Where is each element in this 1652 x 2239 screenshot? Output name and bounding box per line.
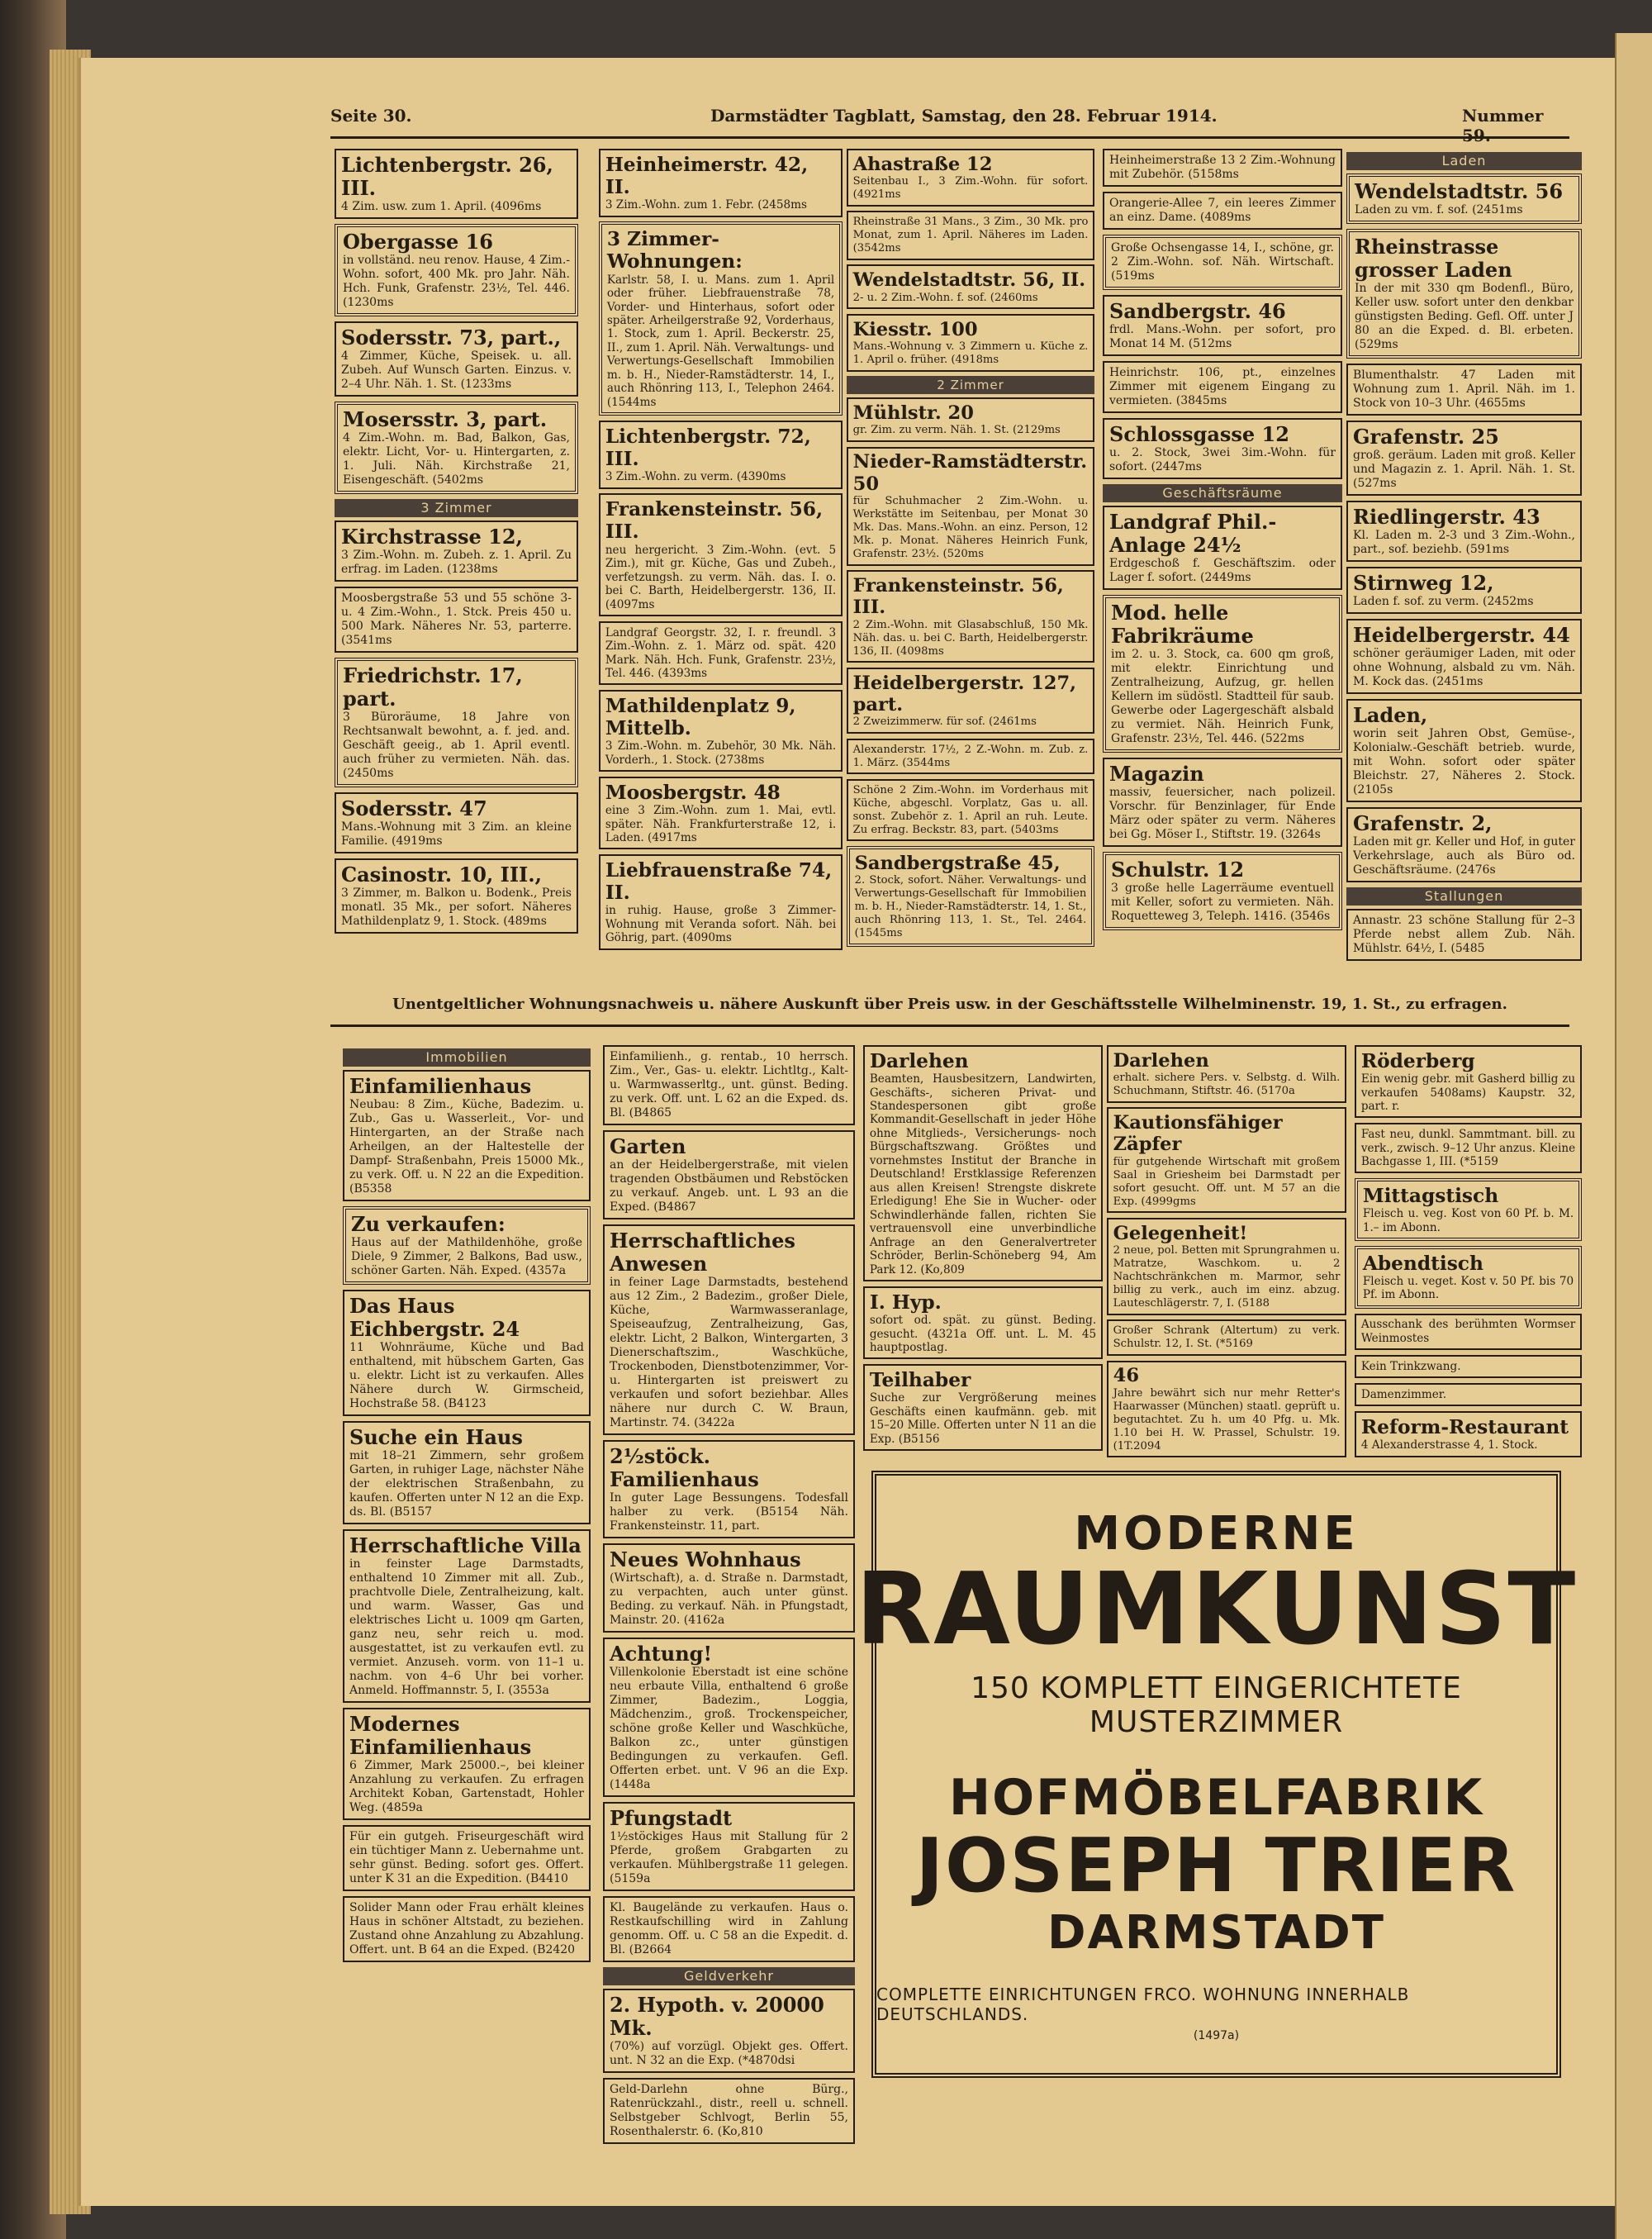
ad-heading: Sandbergstr. 46: [1109, 299, 1286, 323]
ad-text: Einfamilienh., g. rentab., 10 herrsch. Zim., Ver., Gas- u. elektr. Lichtltg., Kalt- u. Warmwasserltg., unt. günst. Beding. zu verk. Off. unt. L 62 an die Exped. ds. Bl. (B4865: [610, 1050, 848, 1120]
ad-heading: Reform-Restaurant: [1360, 1416, 1569, 1439]
ad-text: groß. geräum. Laden mit groß. Keller und Magazin z. 1. April. Näh. 1. St. (527ms: [1353, 449, 1575, 490]
classified-ad: [1355, 1045, 1582, 1118]
classified-ad: [603, 1802, 855, 1891]
ad-heading: Friedrichstr. 17, part.: [343, 663, 523, 711]
classified-ad: [1346, 807, 1582, 882]
section-rule: [330, 1024, 1569, 1027]
classified-ad: [1103, 418, 1342, 479]
ad-heading: Heinheimerstr. 42, II.: [605, 153, 809, 199]
classified-ad: [1355, 1355, 1582, 1378]
classified-ad: [863, 1045, 1103, 1281]
classified-ad: [335, 521, 578, 582]
ad-text: 4 Alexanderstrasse 4, 1. Stock.: [1360, 1438, 1538, 1452]
issue-number: Nummer 59.: [1462, 106, 1544, 145]
ad-text: Ausschank des berühmten Wormser Weinmostes: [1360, 1318, 1576, 1345]
classified-ad: [1346, 229, 1582, 359]
ad-heading: Sodersstr. 47: [341, 796, 487, 820]
classified-ad: [335, 587, 578, 653]
ad-text: Fleisch u. veget. Kost v. 50 Pf. bis 70 Pf. im Abonn.: [1362, 1274, 1574, 1302]
classified-ad: [1107, 1361, 1346, 1458]
classified-ad: [847, 397, 1094, 442]
ad-heading: Einfamilienhaus: [349, 1074, 532, 1098]
ad-heading: Mathildenplatz 9, Mittelb.: [605, 695, 796, 740]
newspaper-title: Darmstädter Tagblatt, Samstag, den 28. Februar 1914.: [710, 106, 1218, 126]
classified-ad: [847, 779, 1094, 841]
ad-text: 3 große helle Lagerräume eventuell mit Keller, sofort zu vermieten. Näh. Roquetteweg 3, Teleph. 1416. (3546s: [1111, 882, 1334, 923]
classified-ad: [603, 2078, 855, 2144]
ad-text: gr. Zim. zu verm. Näh. 1. St. (2129ms: [852, 424, 1061, 437]
ad-text: frdl. Mans.-Wohn. per sofort, pro Monat 14 M. (512ms: [1109, 323, 1336, 350]
ad-heading: 46: [1113, 1365, 1140, 1387]
section-band: 3 Zimmer: [335, 499, 578, 517]
ad-text: 3 Zim.-Wohn. m. Zubeh. z. 1. April. Zu erfrag. im Laden. (1238ms: [341, 549, 572, 576]
furniture-advertisement: [855, 1471, 1578, 2078]
classified-ad: [1346, 567, 1582, 614]
ad-text: sofort od. spät. zu günst. Beding. gesucht. (4321a Off. unt. L. M. 45 hauptpostlag.: [869, 1314, 1097, 1354]
ad-text: eine 3 Zim.-Wohn. zum 1. Mai, evtl. später. Näh. Frankfurterstraße 12, i. Laden. (4917ms: [605, 804, 837, 845]
classified-ad: [1107, 1107, 1346, 1213]
classified-ad: [599, 421, 843, 489]
rentals-column-3: [847, 149, 1094, 951]
ad-text: Haus auf der Mathildenhöhe, große Diele, 9 Zimmer, 2 Balkons, Bad usw., schöner Garten. Näh. Exped. (4357a: [351, 1236, 582, 1277]
classified-ad: [1103, 595, 1342, 753]
classified-ad: [1103, 295, 1342, 356]
ad-text: Blumenthalstr. 47 Laden mit Wohnung zum 1. April. Näh. im 1. Stock von 10–3 Uhr. (4655ms: [1353, 368, 1575, 410]
ad-text: In guter Lage Bessungens. Todesfall halber zu verk. (B5154 Näh. Frankensteinstr. 11, part.: [610, 1491, 848, 1533]
ad-heading: Zu verkaufen:: [351, 1212, 506, 1236]
classified-ad: [1346, 699, 1582, 802]
ad-line-raumkunst: RAUMKUNST: [855, 1552, 1578, 1667]
ad-text: 11 Wohnräume, Küche und Bad enthaltend, mit hübschem Garten, Gas u. elektr. Licht ist zu verkaufen. Alles Nähere durch W. Girmscheid, Hochstraße 58. (B4123: [349, 1341, 584, 1410]
ad-text: Geld-Darlehn ohne Bürg., Ratenrückzahl., distr., reell u. schnell. Selbstgeber Schlvogt, Berlin 55, Rosenthalerstr. 6. (Ko,810: [610, 2083, 848, 2138]
section-band: Laden: [1346, 152, 1582, 170]
ad-heading: Kiesstr. 100: [852, 318, 978, 340]
ad-text: Orangerie-Allee 7, ein leeres Zimmer an einz. Dame. (4089ms: [1109, 197, 1336, 224]
facing-page-edge: [1615, 33, 1652, 2239]
classified-ad: [599, 621, 843, 686]
ad-heading: Magazin: [1109, 762, 1204, 786]
ad-text: Annastr. 23 schöne Stallung für 2–3 Pferde nebst allem Zub. Näh. Mühlstr. 64½, I. (5485: [1353, 914, 1575, 955]
classified-ad: [1103, 235, 1342, 290]
ad-text: Landgraf Georgstr. 32, I. r. freundl. 3 Zim.-Wohn. z. 1. März od. spät. 420 Mark. Näh. Hch. Funk, Grafenstr. 23½, Tel. 446. (4393ms: [605, 625, 837, 681]
ad-text: Heinheimerstraße 13 2 Zim.-Wohnung mit Zubehör. (5158ms: [1109, 154, 1336, 181]
classified-ad: [1103, 192, 1342, 230]
classified-ad: [599, 690, 843, 772]
ad-text: schöner geräumiger Laden, mit oder ohne Wohnung, alsbald zu vm. Näh. M. Kock das. (2451ms: [1353, 647, 1575, 688]
misc-column: [1107, 1045, 1346, 1462]
ad-text: Rheinstraße 31 Mans., 3 Zim., 30 Mk. pro Monat, zum 1. April. Näheres im Laden. (3542ms: [852, 216, 1089, 255]
classified-ad: [1346, 909, 1582, 961]
ad-text: Fleisch u. veg. Kost von 60 Pf. b. M. 1.– im Abonn.: [1362, 1207, 1574, 1234]
ad-text: Kein Trinkzwang.: [1360, 1359, 1461, 1373]
classified-ad: [847, 264, 1094, 309]
ad-text: für Schuhmacher 2 Zim.-Wohn. u. Werkstätte im Seitenbau, per Monat 30 Mk. Das. Mans.-Wohn. an einz. Person, 12 Mk. p. Monat. Näheres Heinrich Funk, Grafenstr. 23½. (520ms: [852, 495, 1089, 561]
classified-ad: [1107, 1319, 1346, 1355]
ad-heading: Neues Wohnhaus: [610, 1547, 801, 1571]
classified-ad: [1103, 149, 1342, 187]
page-header: [281, 106, 1578, 145]
classified-ad: [599, 221, 843, 416]
ad-heading: Schlossgasse 12: [1109, 422, 1289, 446]
ad-line-musterzimmer: MUSTERZIMMER: [1089, 1704, 1344, 1739]
ad-heading: Landgraf Phil.-Anlage 24½: [1109, 510, 1277, 557]
ad-text: Großer Schrank (Altertum) zu verk. Schulstr. 12, I. St. (*5169: [1113, 1324, 1341, 1351]
ad-heading: Grafenstr. 25: [1353, 425, 1499, 449]
classified-ad: [847, 447, 1094, 566]
ad-text: 4 Zim.-Wohn. m. Bad, Balkon, Gas, elektr. Licht, Vor- u. Hintergarten, z. 1. Juli. Näh. Kirchstraße 21, Eisengeschäft. (5402ms: [343, 431, 570, 487]
ad-text: Mans.-Wohnung mit 3 Zim. an kleine Familie. (4919ms: [341, 820, 572, 848]
ad-text: Jahre bewährt sich nur mehr Retter's Haarwasser (München) staatl. geprüft u. begutachtet. Zu h. um 40 Pfg. u. Mk. 1.10 bei H. W. Prassel, Schulstr. 19. (1T.2094: [1113, 1386, 1341, 1452]
classified-ad: [1107, 1218, 1346, 1315]
ad-text: Ein wenig gebr. mit Gasherd billig zu verkaufen 5408ams) Kaupstr. 32, part. r.: [1360, 1072, 1576, 1113]
ad-heading: Ahastraße 12: [852, 153, 993, 175]
ad-text: Moosbergstraße 53 und 55 schöne 3- u. 4 Zim.-Wohn., 1. Stck. Preis 450 u. 500 Mark. Näheres Nr. 53, parterre. (3541ms: [341, 592, 572, 647]
ad-heading: Frankensteinstr. 56, III.: [852, 575, 1064, 619]
ad-text: für gutgehende Wirtschaft mit großem Saal in Griesheim bei Darmstadt per sofort gesucht. Off. unt. M 57 an die Exp. (4999gms: [1113, 1155, 1341, 1208]
ad-text: Suche zur Vergrößerung meines Geschäfts einen kaufmänn. geb. mit 15–20 Mille. Offerten unter N 11 an die Exp. (B5156: [869, 1391, 1097, 1446]
classified-ad: [343, 1529, 591, 1703]
ad-heading: Heidelbergerstr. 44: [1353, 623, 1570, 647]
ad-text: Laden zu vm. f. sof. (2451ms: [1355, 203, 1523, 216]
rentals-column-1: [335, 149, 578, 939]
classified-ad: [343, 1421, 591, 1524]
ad-text: Damenzimmer.: [1360, 1388, 1447, 1402]
classified-ad: [335, 321, 578, 397]
ad-heading: I. Hyp.: [869, 1291, 942, 1314]
ad-text: in feinster Lage Darmstadts, enthaltend 10 Zimmer mit all. Zub., prachtvolle Diele, Zentralheizung, kalt. und warm. Wasser, Gas und elektrisches Licht u. 1009 qm Garten, ganz neu, sehr reich u. mod. ausgestattet, ist zu verkaufen evtl. zu vermiet. Anzuseh. vorm. von 11–1 u. nachm. von 4–6 Uhr bei vorher. Anmeld. Hoffmannstr. 5, I. (3553a: [349, 1557, 584, 1697]
classified-ad: [335, 224, 578, 316]
classified-ad: [1103, 758, 1342, 847]
classified-ad: [1103, 852, 1342, 930]
classified-ad: [863, 1286, 1103, 1359]
ad-heading: Riedlingerstr. 43: [1353, 505, 1540, 529]
ad-text: Alexanderstr. 17½, 2 Z.-Wohn. m. Zub. z. 1. März. (3544ms: [852, 743, 1089, 769]
ad-text: u. 2. Stock, 3wei 3im.-Wohn. für sofort. (2447ms: [1109, 446, 1336, 473]
ad-heading: Abendtisch: [1362, 1252, 1483, 1275]
classified-ad: [1355, 1411, 1582, 1457]
ad-text: 6 Zimmer, Mark 25000.–, bei kleiner Anzahlung zu verkaufen. Zu erfragen Architekt Koban, Gartenstadt, Hohler Weg. (4859a: [349, 1759, 584, 1814]
ad-text: 2- u. 2 Zim.-Wohn. f. sof. (2460ms: [852, 291, 1038, 304]
ad-heading: Sandbergstraße 45,: [854, 852, 1061, 874]
notice-line: Unentgeltlicher Wohnungsnachweis u. nähere Auskunft über Preis usw. in der Geschäftsstelle Wilhelminenstr. 19, 1. St., zu erfragen.: [392, 996, 1507, 1013]
classified-ad: [1103, 361, 1342, 413]
classified-ad: [603, 1045, 855, 1125]
ad-heading: Stirnweg 12,: [1353, 571, 1494, 595]
ad-text: Beamten, Hausbesitzern, Landwirten, Geschäfts-, sicheren Privat- und Standespersonen gibt große Kommandit-Gesellschaft in jeder Höhe ohne Mitglieds-, Versicherungs- noch Bürgschaftszwang. Größtes und vornehmstes Institut der Branche in Deutschland! Erstklassige Referenzen aus allen Kreisen! Strengste diskrete Erledigung! Ehe Sie in Wucher- oder Schwindlerhände fallen, richten Sie vertrauensvoll eine unverbindliche Anfrage an den Generalvertreter Schröder, Berlin-Schöneberg 94, Am Park 12. (Ko,809: [869, 1072, 1097, 1276]
ad-text: 4 Zimmer, Küche, Speisek. u. all. Zubeh. Auf Wunsch Garten. Einzus. v. 2–4 Uhr. Näh. 1. St. (1233ms: [341, 349, 572, 391]
ad-line-einrichtungen: COMPLETTE EINRICHTUNGEN FRCO. WOHNUNG INNERHALB DEUTSCHLANDS.: [876, 1984, 1410, 2024]
ad-text: in vollständ. neu renov. Hause, 4 Zim.-Wohn. sofort, 400 Mk. pro Jahr. Näh. Hch. Funk, Grafenstr. 23½, Tel. 446. (1230ms: [343, 254, 570, 309]
ad-text: (Wirtschaft), a. d. Straße n. Darmstadt, zu verpachten, auch unter günst. Beding. zu verkauf. Näh. in Pfungstadt, Mainstr. 20. (4162a: [610, 1571, 848, 1627]
ad-text: Mans.-Wohnung v. 3 Zimmern u. Küche z. 1. April o. früher. (4918ms: [852, 340, 1089, 366]
ad-heading: Gelegenheit!: [1113, 1222, 1248, 1244]
ad-text: Laden f. sof. zu verm. (2452ms: [1353, 595, 1534, 608]
classified-ad: [1103, 506, 1342, 590]
ad-line-moderne: MODERNE: [1074, 1506, 1359, 1561]
classified-ad: [847, 668, 1094, 734]
ad-text: im 2. u. 3. Stock, ca. 600 qm groß, mit elektr. Einrichtung und Zentralheizung, Aufzug, gr. hellen Kellern im südöstl. Stadtteil für saub. Gewerbe oder Lagergeschäft alsbald zu vermiet. Näh. Heinrich Funk, Grafenstr. 23½, Tel. 446. (522ms: [1111, 648, 1334, 745]
classified-ad: [343, 1896, 591, 1962]
classified-ad: [603, 1989, 855, 2073]
ad-text: Für ein gutgeh. Friseurgeschäft wird ein tüchtiger Mann z. Uebernahme unt. sehr günst. Beding. sofort ges. Offert. unter K 31 an die Expedition. (B4410: [349, 1830, 584, 1885]
classified-ad: [1346, 501, 1582, 562]
ad-heading: Laden,: [1353, 703, 1428, 727]
ad-line-komplett: 150 KOMPLETT EINGERICHTETE: [971, 1671, 1462, 1705]
ad-heading: Schulstr. 12: [1111, 858, 1245, 882]
classified-ad: [847, 846, 1094, 947]
ad-heading: 2½stöck. Familienhaus: [610, 1444, 759, 1491]
ad-text: 3 Büroräume, 18 Jahre von Rechtsanwalt bewohnt, a. f. jed. and. Geschäft geeig., ab 1. April eventl. auch früher zu vermieten. Näh. das. (2450ms: [343, 711, 570, 780]
ad-heading: Wendelstadtstr. 56, II.: [852, 269, 1086, 292]
section-band: Geschäftsräume: [1103, 484, 1342, 502]
ad-heading: Obergasse 16: [343, 230, 493, 254]
classified-ad: [335, 858, 578, 934]
ad-heading: Mod. helle Fabrikräume: [1111, 601, 1254, 648]
section-band: Geldverkehr: [603, 1967, 855, 1985]
ad-heading: Lichtenbergstr. 26, III.: [341, 153, 553, 200]
classified-ad: [343, 1206, 591, 1285]
classified-ad: [603, 1896, 855, 1962]
classified-ad: [1346, 619, 1582, 694]
section-band: 2 Zimmer: [847, 376, 1094, 394]
classified-ad: [599, 149, 843, 217]
ad-heading: Darlehen: [869, 1049, 969, 1072]
property-column-1: [343, 1045, 591, 1967]
ad-heading: Suche ein Haus: [349, 1425, 523, 1449]
ad-text: Neubau: 8 Zim., Küche, Badezim. u. Zub., Gas u. Wasserleit., Vor- und Hintergarten, an der Straße nach Arheilgen, an der Haltestelle der Dampf- Straßenbahn, Preis 15000 Mk., zu verk. Off. u. N 22 an die Expedition. (B5358: [349, 1098, 584, 1196]
classified-ad: [603, 1440, 855, 1538]
classified-ad: [343, 1825, 591, 1891]
classified-ad: [603, 1224, 855, 1435]
classified-ad: [847, 739, 1094, 774]
classified-ad: [603, 1543, 855, 1633]
classified-ad: [1346, 174, 1582, 224]
ad-text: 1½stöckiges Haus mit Stallung für 2 Pferde, großem Grabgarten zu verkaufen. Mühlbergstraße 11 gelegen. (5159a: [610, 1830, 848, 1885]
classified-ad: [599, 854, 843, 950]
ad-text: an der Heidelbergerstraße, mit vielen tragenden Obstbäumen und Rebstöcken zu verkauf. Angeb. unt. L 93 an die Exped. (B4867: [610, 1158, 848, 1214]
ad-heading: 3 Zimmer-Wohnungen:: [606, 228, 743, 273]
ad-heading: Garten: [610, 1134, 686, 1158]
classified-ad: [603, 1130, 855, 1219]
ad-text: 3 Zim.-Wohn. zu verm. (4390ms: [605, 470, 786, 484]
ad-text: 3 Zimmer, m. Balkon u. Bodenk., Preis monatl. 35 Mk., per sofort. Näheres Mathildenplatz 9, 1. Stock. (489ms: [341, 887, 572, 928]
ad-text: in feiner Lage Darmstadts, bestehend aus 12 Zim., 2 Badezim., großer Diele, Küche, Warmwasseranlage, Speiseaufzug, Zentralheizung, Gas, elektr. Licht, 2 Balkon, Wintergarten, 3 Dienerschaftszim., Waschküche, Trockenboden, Dienstbotenzimmer, Vor- u. Hintergarten ist preiswert zu verkaufen und sofort beziehbar. Alles nähere nur durch C. W. Braun, Martinstr. 74. (3422a: [610, 1276, 848, 1429]
ad-heading: Nieder-Ramstädterstr. 50: [852, 451, 1088, 495]
ad-heading: Mittagstisch: [1362, 1185, 1499, 1208]
section-band: Immobilien: [343, 1048, 591, 1067]
ad-code: (1497a): [1193, 2028, 1240, 2042]
ad-line-hofmoebelfabrik: HOFMÖBELFABRIK: [948, 1768, 1484, 1827]
classified-ad: [343, 1070, 591, 1201]
ad-text: 2 Zim.-Wohn. mit Glasabschluß, 150 Mk. Näh. das. u. bei C. Barth, Heidelbergerstr. 136, II. (4098ms: [852, 618, 1089, 658]
ad-heading: Rheinstrasse grosser Laden: [1355, 235, 1512, 282]
ad-text: (70%) auf vorzügl. Objekt ges. Offert. unt. N 32 an die Exp. (*4870dsi: [610, 2040, 848, 2067]
ad-heading: Lichtenbergstr. 72, III.: [605, 425, 811, 471]
ad-heading: Darlehen: [1113, 1049, 1209, 1072]
ad-heading: Kautionsfähiger Zäpfer: [1113, 1112, 1283, 1156]
classified-ad: [335, 402, 578, 494]
ad-text: neu hergericht. 3 Zim.-Wohn. (evt. 5 Zim.), mit gr. Küche, Gas und Zubeh., verfetzungsh. zu verm. Näh. das. I. o. bei C. Barth, Heidelbergerstr. 136, II. (4097ms: [605, 543, 837, 611]
ad-text: mit 18–21 Zimmern, sehr großem Garten, in ruhiger Lage, nächster Nähe der elektrischen Straßenbahn, zu kaufen. Offerten unter N 12 an die Exp. ds. Bl. (B5157: [349, 1449, 584, 1519]
ad-heading: Modernes Einfamilienhaus: [349, 1712, 532, 1759]
ad-text: Heinrichstr. 106, pt., einzelnes Zimmer mit eigenem Eingang zu vermieten. (3845ms: [1109, 366, 1336, 407]
ad-text: In der mit 330 qm Bodenfl., Büro, Keller usw. sofort unter den denkbar günstigsten Beding. Gefl. Off. unter J 80 an die Exped. d. Bl. erbeten. (529ms: [1355, 282, 1574, 351]
ad-text: Laden mit gr. Keller und Hof, in guter Verkehrslage, auch als Büro od. Geschäftsräume. (2476s: [1353, 835, 1575, 877]
ad-heading: 2. Hypoth. v. 20000 Mk.: [610, 1993, 824, 2040]
ad-heading: Frankensteinstr. 56, III.: [605, 498, 824, 544]
ad-text: Solider Mann oder Frau erhält kleines Haus in schöner Altstadt, zu beziehen. Zustand ohne Anzahlung zu Abzahlung. Offert. unt. B 64 an die Exped. (B2420: [349, 1901, 584, 1956]
restaurant-column: [1355, 1045, 1582, 1462]
classified-ad: [599, 777, 843, 849]
classified-ad: [1355, 1246, 1582, 1309]
loans-column: [863, 1045, 1103, 1456]
classified-ad: [343, 1708, 591, 1820]
ad-heading: Teilhaber: [869, 1369, 971, 1392]
ad-text: massiv, feuersicher, nach polizeil. Vorschr. für Benzinlager, für Ende März oder später zu verm. Näheres bei Gg. Möser I., Stiftstr. 19. (3264s: [1109, 786, 1336, 841]
ad-heading: Kirchstrasse 12,: [341, 525, 523, 549]
ad-heading: Liebfrauenstraße 74, II.: [605, 859, 833, 905]
rentals-column-2: [599, 149, 843, 955]
ad-heading: Wendelstadtstr. 56: [1355, 179, 1564, 203]
ad-heading: Mühlstr. 20: [852, 402, 974, 425]
ad-heading: Heidelbergerstr. 127, part.: [852, 672, 1077, 716]
page-number: Seite 30.: [330, 106, 412, 126]
classified-ad: [335, 149, 578, 219]
classified-ad: [1355, 1314, 1582, 1351]
ad-heading: Herrschaftliche Villa: [349, 1533, 582, 1557]
classified-ad: [847, 314, 1094, 372]
ad-text: Kl. Laden m. 2-3 und 3 Zim.-Wohn., part., sof. beziehb. (591ms: [1353, 529, 1575, 556]
ad-heading: Grafenstr. 2,: [1353, 811, 1493, 835]
ad-heading: Mosersstr. 3, part.: [343, 407, 548, 431]
ad-text: Villenkolonie Eberstadt ist eine schöne neu erbaute Villa, enthaltend 6 große Zimmer, Badezim., Loggia, Mädchenzim., groß. Trockenspeicher, schöne große Keller und Waschküche, Balkon zc., unter günstigen Bedingungen zu verkaufen. Gefl. Offerten erbet. unt. V 96 an die Exp. (1448a: [610, 1666, 848, 1791]
classified-ad: [1346, 421, 1582, 496]
classified-ad: [1346, 364, 1582, 416]
ad-heading: Moosbergstr. 48: [605, 781, 781, 804]
ad-text: Fast neu, dunkl. Sammtmant. bill. zu verk., zwisch. 9–12 Uhr anzus. Kleine Bachgasse 1, III. (*5159: [1360, 1128, 1576, 1169]
ad-text: in ruhig. Hause, große 3 Zimmer-Wohnung mit Veranda sofort. Näh. bei Göhrig, part. (4090ms: [605, 904, 837, 945]
ad-text: 2 neue, pol. Betten mit Sprungrahmen u. Matratze, Waschkom. u. 2 Nachtschränkchen m. Marmor, sehr billig zu verk., auch im einz. abzug. Lauteschlägerstr. 7, I. (5188: [1113, 1244, 1341, 1310]
ad-heading: Achtung!: [610, 1642, 712, 1666]
classified-ad: [599, 493, 843, 616]
ad-heading: Casinostr. 10, III.,: [341, 863, 542, 887]
ad-heading: Pfungstadt: [610, 1806, 733, 1830]
ad-text: Schöne 2 Zim.-Wohn. im Vorderhaus mit Küche, abgeschl. Vorplatz, Gas u. all. sonst. Zubehör z. 1. April an ruh. Leute. Zu erfrag. Beckstr. 83, part. (5403ms: [852, 783, 1089, 836]
ad-line-darmstadt: DARMSTADT: [1047, 1905, 1385, 1960]
ad-text: Große Ochsengasse 14, I., schöne, gr. 2 Zim.-Wohn. sof. Näh. Wirtschaft. (519ms: [1111, 241, 1334, 283]
classified-ad: [1355, 1123, 1582, 1173]
ad-heading: Herrschaftliches Anwesen: [610, 1229, 795, 1276]
ad-text: Karlstr. 58, I. u. Mans. zum 1. April oder früher. Liebfrauenstraße 78, Vorder- und Hinterhaus, sofort oder später. Arheilgerstraße 92, Vorderhaus, 1. Stock, zum 1. April. Beckerstr. 25, II., zum 1. April. Näh. Verwaltungs- und Verwertungs-Gesellschaft Immobilien m. b. H., Nieder-Ramstädterstr. 14, I., auch Rhönring 113, I., Telephon 2464. (1544ms: [606, 273, 835, 409]
ad-heading: Das Haus Eichbergstr. 24: [349, 1294, 520, 1341]
rentals-column-5: [1346, 149, 1582, 966]
ad-text: Kl. Baugelände zu verkaufen. Haus o. Restkaufschilling wird in Zahlung genomm. Off. u. C 58 an die Expedit. d. Bl. (B2664: [610, 1901, 848, 1956]
classified-ad: [343, 1290, 591, 1416]
ad-text: 3 Zim.-Wohn. zum 1. Febr. (2458ms: [605, 198, 808, 212]
classified-ad: [335, 792, 578, 853]
classified-ad: [847, 149, 1094, 207]
ad-text: 2 Zweizimmerw. für sof. (2461ms: [852, 715, 1037, 729]
ad-text: 2. Stock, sofort. Näher. Verwaltungs- und Verwertungs-Gesellschaft für Immobilien m. b. H., Nieder-Ramstädterstr. 14, 1. St., auch Rhönring 113, 1. St., Tel. 2464. (1545ms: [854, 874, 1087, 939]
classified-ad: [335, 658, 578, 787]
ad-line-joseph-trier: JOSEPH TRIER: [915, 1822, 1517, 1909]
ad-text: worin seit Jahren Obst, Gemüse-, Kolonialw.-Geschäft betrieb. wurde, mit Wohn. sofort oder später Bleichstr. 27, Näheres 2. Stock. (2105s: [1353, 727, 1575, 796]
ad-text: erhalt. sichere Pers. v. Selbstg. d. Wilh. Schuchmann, Stiftstr. 46. (5170a: [1113, 1072, 1341, 1098]
classified-ad: [603, 1638, 855, 1797]
ad-heading: Röderberg: [1360, 1049, 1475, 1072]
classified-ad: [847, 211, 1094, 259]
ad-text: 4 Zim. usw. zum 1. April. (4096ms: [341, 200, 542, 213]
ad-text: 3 Zim.-Wohn. m. Zubehör, 30 Mk. Näh. Vorderh., 1. Stock. (2738ms: [605, 739, 837, 767]
rentals-column-4: [1103, 149, 1342, 935]
property-column-2: [603, 1045, 855, 2149]
classified-ad: [1355, 1178, 1582, 1241]
classified-ad: [1355, 1383, 1582, 1406]
classified-ad: [863, 1364, 1103, 1451]
ad-text: Erdgeschoß f. Geschäftszim. oder Lager f. sofort. (2449ms: [1109, 557, 1336, 584]
classified-ad: [847, 570, 1094, 663]
header-rule: [330, 136, 1569, 139]
classified-ad: [1107, 1045, 1346, 1103]
ad-text: Seitenbau I., 3 Zim.-Wohn. für sofort. (4921ms: [852, 175, 1089, 202]
section-band: Stallungen: [1346, 887, 1582, 906]
ad-heading: Sodersstr. 73, part.,: [341, 326, 562, 349]
